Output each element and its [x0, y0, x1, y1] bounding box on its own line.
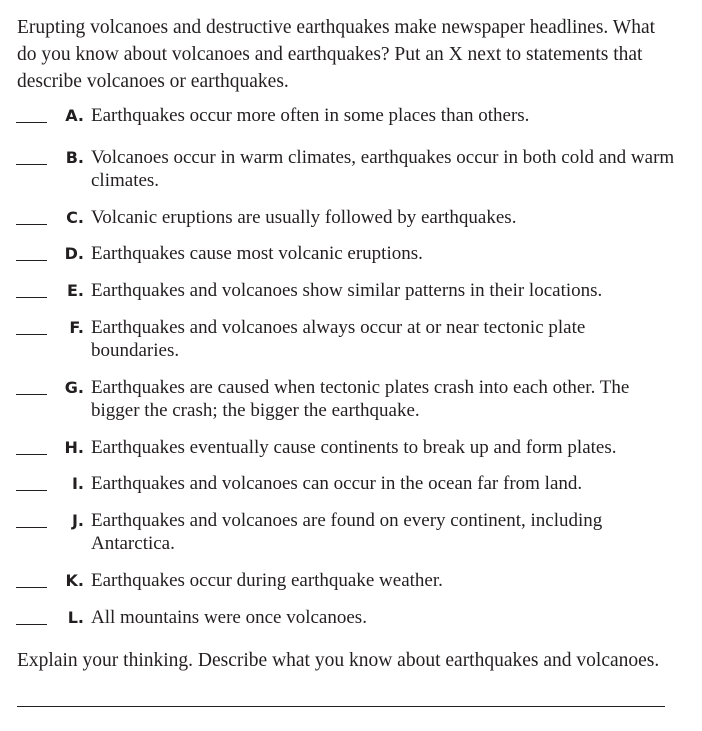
- statement-letter-b: B.: [65, 148, 84, 167]
- statement-letter-j: J.: [71, 511, 84, 530]
- explain-prompt: Explain your thinking. Describe what you know about earthquakes and volcanoes.: [17, 650, 660, 671]
- statement-text-f: Earthquakes and volcanoes always occur at or near tectonic plate boundaries.: [91, 317, 586, 361]
- statement-text-c: Volcanic eruptions are usually followed by earthquakes.: [91, 207, 517, 228]
- instructions-paragraph: Erupting volcanoes and destructive earthquakes make newspaper headlines. What do you know about volcanoes and earthquakes? Put an X next to statements that describe volcanoes or earthquakes.: [17, 17, 656, 92]
- statement-letter-h: H.: [64, 438, 84, 457]
- statement-letter-i: I.: [71, 474, 84, 493]
- statement-letter-l: L.: [67, 608, 84, 627]
- statement-letter-f: F.: [69, 318, 84, 337]
- statement-letter-d: D.: [64, 244, 84, 263]
- explanation-answer-line[interactable]: [17, 706, 665, 707]
- statement-text-g: Earthquakes are caused when tectonic plates crash into each other. The bigger the crash; the bigger the earthquake.: [91, 377, 630, 421]
- statement-letter-g: G.: [64, 378, 84, 397]
- statement-text-j: Earthquakes and volcanoes are found on every continent, including Antarctica.: [91, 510, 603, 554]
- statement-text-e: Earthquakes and volcanoes show similar patterns in their locations.: [91, 280, 603, 301]
- statement-text-d: Earthquakes cause most volcanic eruptions.: [91, 243, 423, 264]
- statement-text-b: Volcanoes occur in warm climates, earthquakes occur in both cold and warm climates.: [91, 147, 675, 191]
- statement-text-a: Earthquakes occur more often in some places than others.: [91, 105, 530, 126]
- statement-text-l: All mountains were once volcanoes.: [91, 607, 367, 628]
- statement-letter-a: A.: [65, 106, 84, 125]
- statement-letter-c: C.: [66, 208, 84, 227]
- statement-text-h: Earthquakes eventually cause continents to break up and form plates.: [91, 437, 617, 458]
- statement-text-k: Earthquakes occur during earthquake weather.: [91, 570, 443, 591]
- statement-letter-e: E.: [66, 281, 84, 300]
- statement-letter-k: K.: [65, 571, 84, 590]
- statement-text-i: Earthquakes and volcanoes can occur in the ocean far from land.: [91, 473, 583, 494]
